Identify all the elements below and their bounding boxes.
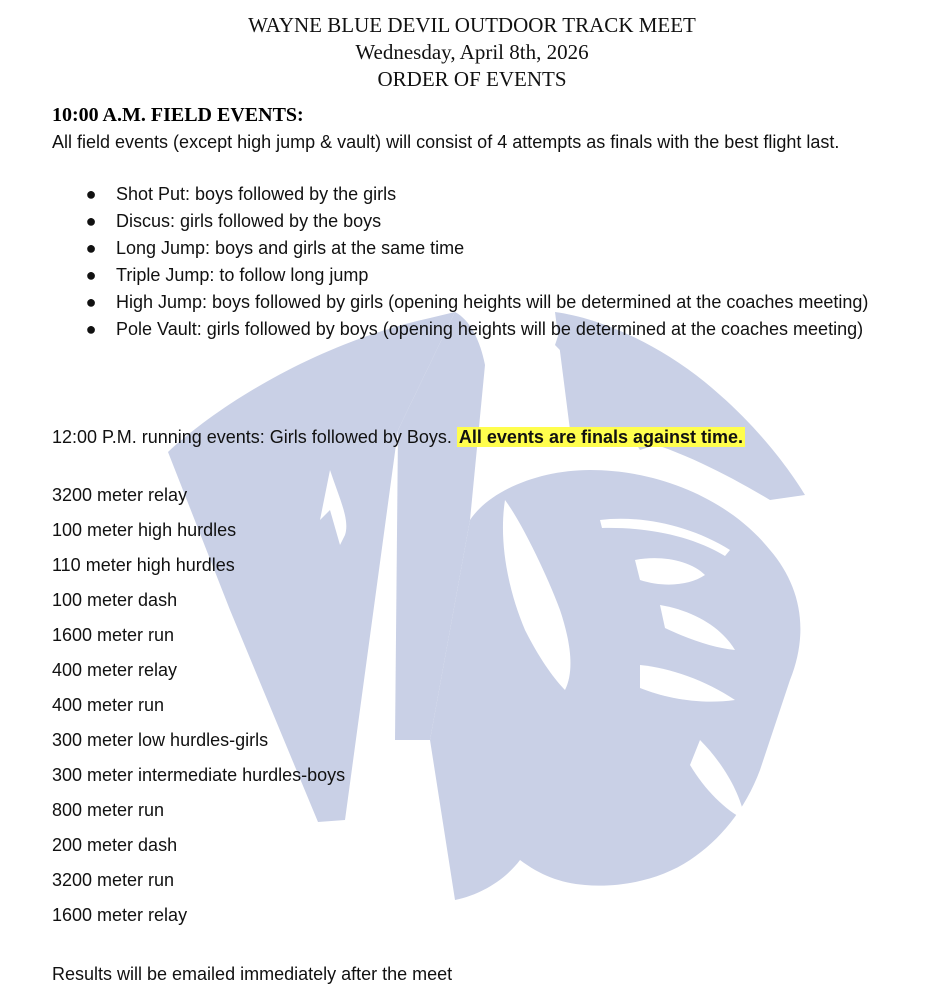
meet-date: Wednesday, April 8th, 2026 [355, 40, 589, 64]
running-event-item: 100 meter dash [52, 590, 178, 610]
running-event-item: 100 meter high hurdles [52, 520, 237, 540]
running-event-item: 300 meter low hurdles-girls [52, 730, 269, 750]
running-event-item: 1600 meter run [52, 625, 175, 645]
order-of-events-title: ORDER OF EVENTS [377, 67, 567, 91]
bullet-icon: ● [85, 211, 97, 231]
bullet-icon: ● [85, 319, 97, 339]
field-event-item: ● Discus: girls followed by the boys [84, 208, 874, 235]
bullet-icon: ● [85, 184, 97, 204]
bullet-icon: ● [85, 238, 97, 258]
running-events-intro [52, 424, 745, 451]
results-note: Results will be emailed immediately after the meet [52, 964, 453, 984]
running-event-item: 3200 meter run [52, 870, 175, 890]
field-events-heading: 10:00 A.M. FIELD EVENTS: [52, 104, 304, 126]
running-event-item: 200 meter dash [52, 835, 178, 855]
field-events-intro: All field events (except high jump & vault) will consist of 4 attempts as finals with the best flight last. [52, 132, 840, 152]
document-header [0, 12, 944, 93]
bullet-icon: ● [85, 265, 97, 285]
running-events-list [52, 478, 345, 933]
running-events-time: 12:00 P.M. running events: Girls followed by Boys. [52, 427, 452, 447]
field-event-item: ● High Jump: boys followed by girls (opening heights will be determined at the coaches meeting) [84, 289, 874, 316]
running-event-item: 400 meter relay [52, 660, 178, 680]
running-event-item: 3200 meter relay [52, 485, 188, 505]
field-event-item: ● Shot Put: boys followed by the girls [84, 181, 874, 208]
running-event-item: 1600 meter relay [52, 905, 188, 925]
bullet-icon: ● [85, 292, 97, 312]
finals-highlight: All events are finals against time. [458, 427, 744, 447]
running-event-item: 300 meter intermediate hurdles-boys [52, 765, 346, 785]
field-event-item: ● Long Jump: boys and girls at the same time [84, 235, 874, 262]
running-event-item: 110 meter high hurdles [52, 555, 235, 575]
field-events-list [84, 181, 874, 343]
field-event-item: ● Pole Vault: girls followed by boys (opening heights will be determined at the coaches meeting) [84, 316, 874, 343]
running-event-item: 800 meter run [52, 800, 165, 820]
field-event-item: ● Triple Jump: to follow long jump [84, 262, 874, 289]
running-event-item: 400 meter run [52, 695, 165, 715]
meet-title: WAYNE BLUE DEVIL OUTDOOR TRACK MEET [248, 13, 696, 37]
